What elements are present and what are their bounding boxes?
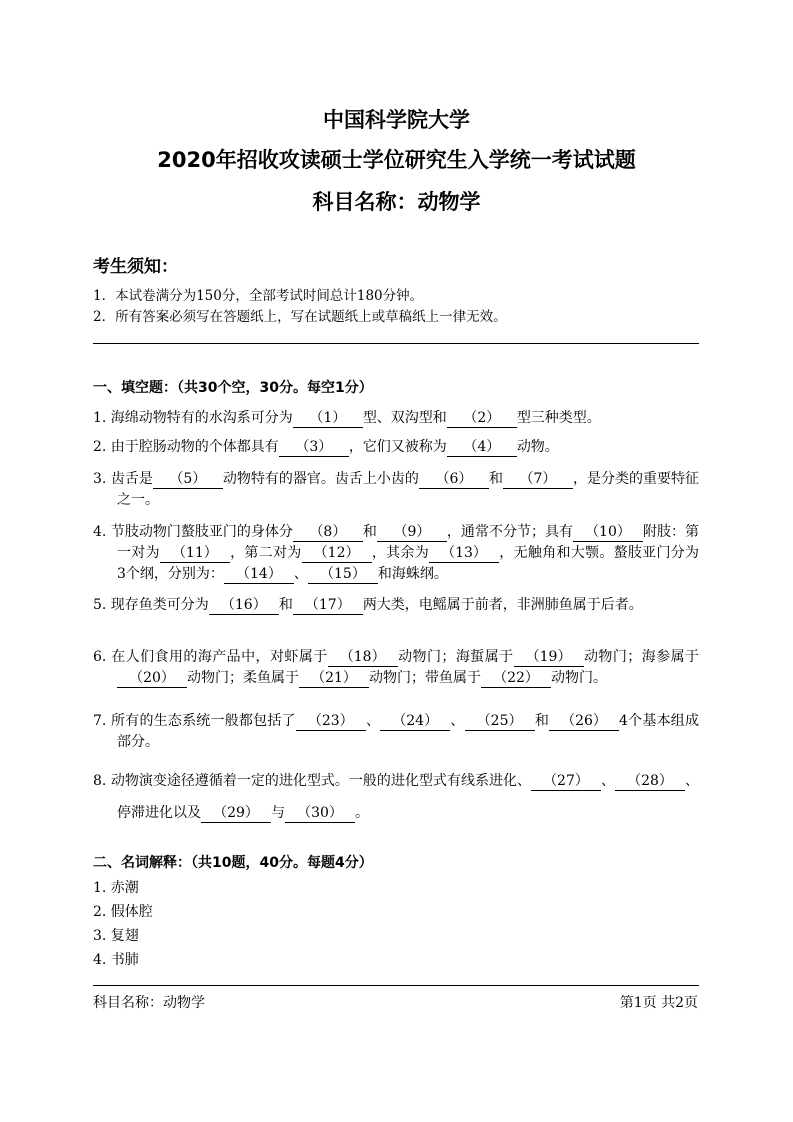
footer-subject: 科目名称：动物学 — [93, 995, 205, 1011]
answer-blank: （28） — [615, 773, 685, 791]
question — [93, 765, 699, 829]
question-text: 动物门；海蜇属于 — [397, 649, 514, 665]
notice-item: 1．本试卷满分为150分，全部考试时间总计180分钟。 — [93, 288, 424, 304]
question-text: 7. 所有的生态系统一般都包括了 — [93, 713, 296, 729]
answer-blank: （22） — [481, 670, 551, 688]
answer-blank: （2） — [447, 410, 517, 428]
question-text: 型、双沟型和 — [362, 410, 447, 426]
question-text: 和海蛛纲。 — [377, 566, 448, 582]
answer-blank: （7） — [503, 471, 573, 489]
answer-blank: （17） — [293, 597, 363, 615]
question-text: 和 — [534, 713, 550, 729]
answer-blank: （23） — [296, 713, 366, 731]
question-text: 6. 在人们食用的海产品中，对虾属于 — [93, 649, 328, 665]
question-text: 、 — [450, 713, 465, 729]
question-text: 动物。 — [516, 439, 559, 455]
question — [93, 469, 699, 511]
question-text: 动物门；柔鱼属于 — [187, 670, 299, 686]
answer-blank: （15） — [308, 566, 378, 584]
answer-blank: （10） — [573, 524, 643, 542]
question-text: 2. 由于腔肠动物的个体都具有 — [93, 439, 279, 455]
question — [93, 711, 699, 753]
question-text: 5. 现存鱼类可分为 — [93, 597, 209, 613]
term-item: 4. 书肺 — [93, 952, 139, 968]
answer-blank: （19） — [514, 649, 584, 667]
answer-blank: （16） — [209, 597, 279, 615]
term-item: 3. 复翅 — [93, 928, 139, 944]
question-text: ，第二对为 — [229, 545, 302, 561]
answer-blank: （11） — [160, 545, 230, 563]
question — [93, 647, 699, 689]
question-text: 型三种类型。 — [516, 410, 601, 426]
answer-blank: （30） — [285, 805, 355, 823]
footer-page: 第1页 共2页 — [619, 995, 698, 1011]
question-text: 、 — [293, 566, 308, 582]
question — [93, 522, 699, 585]
answer-blank: （9） — [377, 524, 447, 542]
question-text: 与 — [271, 805, 285, 821]
question-text: 、 — [365, 713, 381, 729]
answer-blank: （14） — [224, 566, 294, 584]
question-text: 3. 齿舌是 — [93, 471, 153, 487]
question-text: 两大类，电鳐属于前者，非洲肺鱼属于后者。 — [362, 597, 643, 613]
question — [93, 437, 699, 458]
question-text: 。 — [355, 805, 369, 821]
answer-blank: （26） — [549, 713, 619, 731]
answer-blank: （20） — [117, 670, 187, 688]
answer-blank: （6） — [419, 471, 489, 489]
answer-blank: （21） — [299, 670, 369, 688]
school-title: 中国科学院大学 — [323, 108, 470, 132]
question-text: 4. 节肢动物门螯肢亚门的身体分 — [93, 524, 293, 540]
question — [93, 408, 699, 429]
answer-blank: （25） — [465, 713, 535, 731]
answer-blank: （27） — [531, 773, 601, 791]
answer-blank: （29） — [201, 805, 271, 823]
answer-blank: （18） — [328, 649, 398, 667]
question-text: 动物门。 — [551, 670, 607, 686]
question-text: ，其余为 — [371, 545, 430, 561]
question-text: 、停滞进化以及 — [117, 773, 700, 821]
question-text: 动物门；带鱼属于 — [369, 670, 481, 686]
question-text: ，它们又被称为 — [348, 439, 447, 455]
question-text: 、 — [600, 773, 615, 789]
answer-blank: （5） — [153, 471, 223, 489]
exam-title: 2020年招收攻读硕士学位研究生入学统一考试试题 — [157, 148, 636, 172]
answer-blank: （3） — [279, 439, 349, 457]
question-text: 动物特有的器官。齿舌上小齿的 — [222, 471, 419, 487]
answer-blank: （13） — [429, 545, 499, 563]
footer-divider — [93, 985, 699, 986]
question-text: 和 — [362, 524, 377, 540]
section2-heading: 二、名词解释：（共10题，40分。每题4分） — [93, 855, 373, 871]
answer-blank: （24） — [380, 713, 450, 731]
question-text: 1. 海绵动物特有的水沟系可分为 — [93, 410, 293, 426]
subject-title: 科目名称：动物学 — [312, 190, 481, 214]
question-text: 动物门；海参属于 — [583, 649, 700, 665]
answer-blank: （12） — [302, 545, 372, 563]
answer-blank: （4） — [447, 439, 517, 457]
answer-blank: （1） — [293, 410, 363, 428]
question-text: 和 — [278, 597, 293, 613]
question-text: 附肢：第一对为 — [117, 524, 700, 561]
question-text: ，无触角和大颚。螯肢亚门分为3个纲，分别为： — [117, 545, 700, 582]
question-text: 8. 动物演变途径遵循着一定的进化型式。一般的进化型式有线系进化、 — [93, 773, 531, 789]
notice-item: 2．所有答案必须写在答题纸上，写在试题纸上或草稿纸上一律无效。 — [93, 309, 507, 325]
question-text: ，是分类的重要特征之一。 — [117, 471, 700, 508]
section1-heading: 一、填空题：（共30个空，30分。每空1分） — [93, 380, 373, 396]
question-text: 和 — [488, 471, 503, 487]
notice-heading: 考生须知： — [93, 257, 178, 277]
answer-blank: （8） — [293, 524, 363, 542]
question — [93, 595, 699, 616]
term-item: 1. 赤潮 — [93, 880, 139, 896]
question-text: 4个基本组成部分。 — [117, 713, 699, 750]
divider — [93, 343, 699, 344]
term-item: 2. 假体腔 — [93, 904, 153, 920]
question-text: ，通常不分节；具有 — [446, 524, 573, 540]
